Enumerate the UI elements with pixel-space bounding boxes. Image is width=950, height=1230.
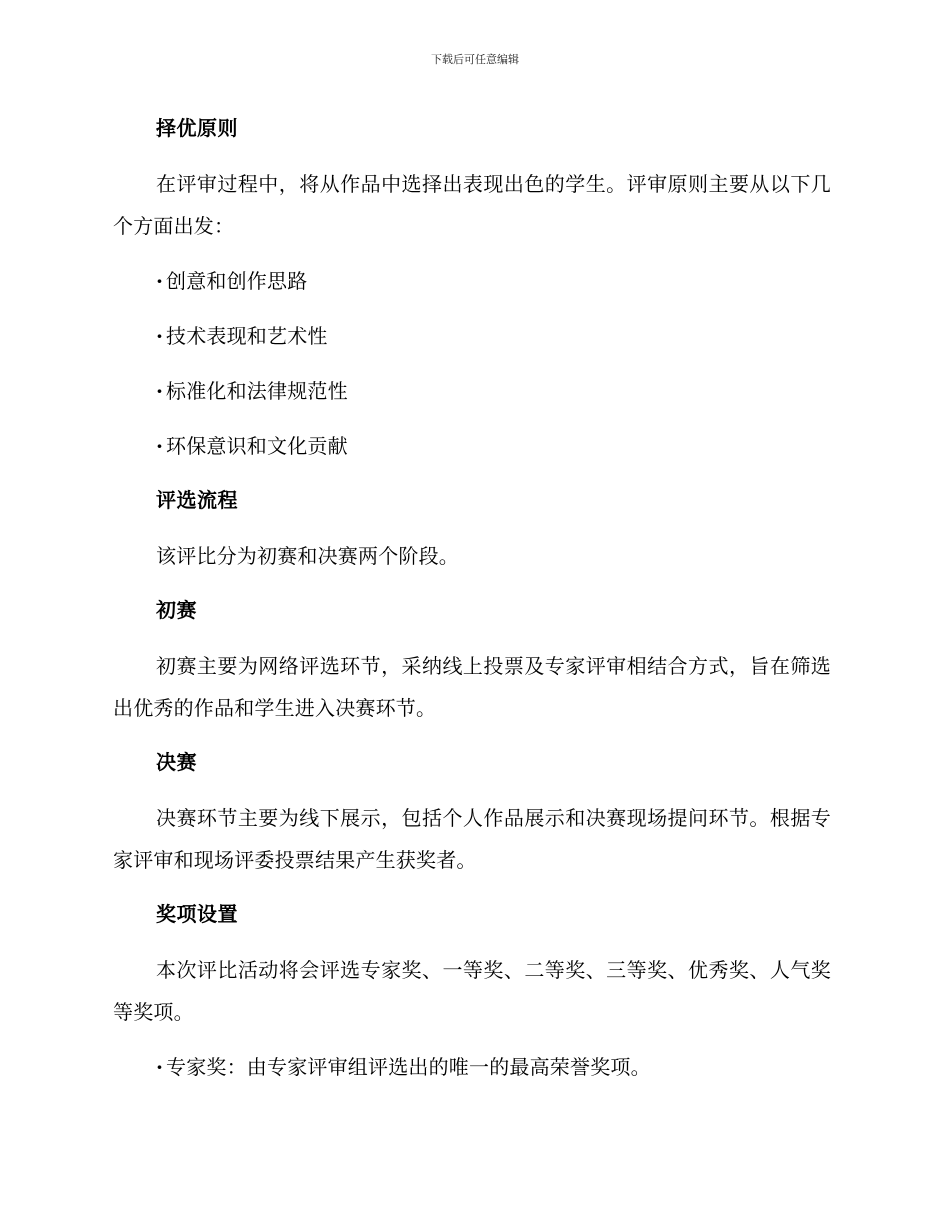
list-item-text: 标准化和法律规范性 (166, 379, 348, 403)
selection-process-intro: 该评比分为初赛和决赛两个阶段。 (156, 544, 459, 568)
bullet-icon: · (156, 1055, 164, 1079)
section-heading-selection-process: 评选流程 (156, 488, 238, 512)
list-item (113, 260, 831, 302)
section-heading-awards: 奖项设置 (156, 902, 238, 926)
list-item-text: 专家奖：由专家评审组评选出的唯一的最高荣誉奖项。 (166, 1055, 651, 1079)
list-item-text: 创意和创作思路 (166, 269, 308, 293)
document-body (113, 108, 831, 1101)
list-item (113, 315, 831, 357)
bullet-icon: · (156, 269, 164, 293)
list-item (113, 1046, 831, 1088)
section-heading-selection-principles: 择优原则 (156, 116, 238, 140)
page-header: 下载后可任意编辑 (431, 53, 519, 66)
list-item-text: 环保意识和文化贡献 (166, 434, 348, 458)
awards-intro: 本次评比活动将会评选专家奖、一等奖、二等奖、三等奖、优秀奖、人气奖等奖项。 (113, 958, 831, 1024)
list-item-text: 技术表现和艺术性 (166, 324, 328, 348)
section-heading-preliminary: 初赛 (156, 598, 197, 622)
list-item (113, 425, 831, 467)
preliminary-text: 初赛主要为网络评选环节，采纳线上投票及专家评审相结合方式，旨在筛选出优秀的作品和学生进入决赛环节。 (113, 654, 831, 720)
bullet-icon: · (156, 379, 164, 403)
bullet-icon: · (156, 324, 164, 348)
bullet-icon: · (156, 434, 164, 458)
list-item (113, 370, 831, 412)
section-heading-final: 决赛 (156, 750, 197, 774)
selection-principles-intro: 在评审过程中，将从作品中选择出表现出色的学生。评审原则主要从以下几个方面出发： (113, 172, 831, 238)
final-text: 决赛环节主要为线下展示，包括个人作品展示和决赛现场提问环节。根据专家评审和现场评委投票结果产生获奖者。 (113, 806, 831, 872)
